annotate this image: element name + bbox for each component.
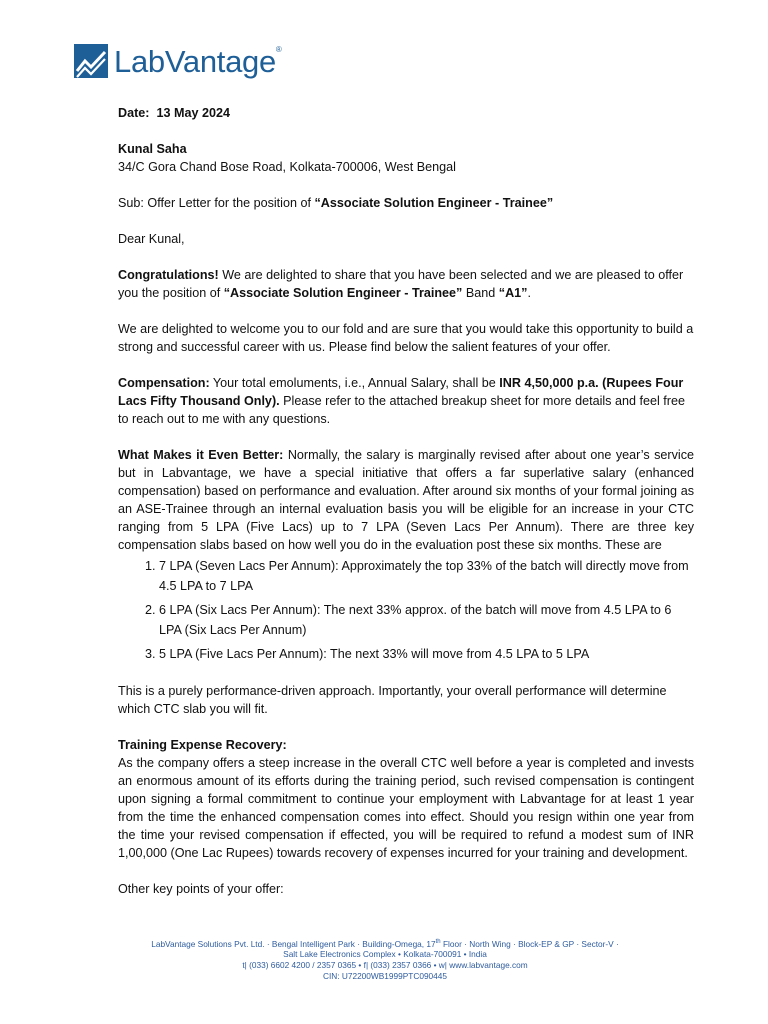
compensation-paragraph: Compensation: Your total emoluments, i.e., Annual Salary, shall be INR 4,50,000 p.a. (Rupees Four Lacs Fifty Thousand Only). Please refer to the attached breakup sheet for more details and feel free to reach out to me with any questions. xyxy=(118,376,685,426)
list-item: 1. 7 LPA (Seven Lacs Per Annum): Approximately the top 33% of the batch will directly move from 4.5 LPA to 7 LPA xyxy=(159,556,694,596)
training-section: Training Expense Recovery: As the company offers a steep increase in the overall CTC well before a year is completed and invests an enormous amount of its efforts during the training period, such revised compensation is contingent upon signing a formal commitment to continue your employment with Labvantage for at least 1 year from the time the enhanced compensation comes into effect. Should you resign within one year from the time your revised compensation if effected, you will be required to refund a modest sum of INR 1,00,000 (One Lac Rupees) towards recovery of expenses incurred for your training and development. xyxy=(118,738,694,860)
salutation: Dear Kunal, xyxy=(118,232,185,246)
better-paragraph: What Makes it Even Better: Normally, the salary is marginally revised after about one year’s service but in Labvantage, we have a special initiative that offers a far superlative salary (enhanced compensation) based on performance and evaluation. After around six months of your formal joining as an ASE-Trainee through an internal evaluation basis you will be eligible for an increase in your CTC ranging from 5 LPA (Five Lacs) up to 7 LPA (Seven Lacs Per Annum). There are three key compensation slabs based on how well you do in the evaluation post these six months. These are xyxy=(118,448,694,552)
training-heading: Training Expense Recovery: xyxy=(118,738,287,752)
list-item: 2. 6 LPA (Six Lacs Per Annum): The next 33% approx. of the batch will move from 4.5 LPA to 6 LPA (Six Lacs Per Annum) xyxy=(159,600,694,640)
other-points-line: Other key points of your offer: xyxy=(118,882,284,896)
welcome-paragraph: We are delighted to welcome you to our fold and are sure that you would take this opportunity to build a strong and successful career with us. Please find below the salient features of your offer. xyxy=(118,322,694,354)
recipient-name: Kunal Saha xyxy=(118,142,187,156)
letter-footer xyxy=(80,937,690,981)
letter-body xyxy=(118,104,694,916)
date-line: Date: 13 May 2024 xyxy=(118,106,231,120)
footer-contact: t| (033) 6602 4200 / 2357 0365 • f| (033) 2357 0366 • w| www.labvantage.com xyxy=(242,959,528,970)
company-logo xyxy=(74,44,282,78)
footer-line: Salt Lake Electronics Complex • Kolkata-700091 • India xyxy=(283,949,487,960)
subject-line: Sub: Offer Letter for the position of “Associate Solution Engineer - Trainee” xyxy=(118,196,554,210)
recipient-address: 34/C Gora Chand Bose Road, Kolkata-700006, West Bengal xyxy=(118,160,456,174)
congratulations-paragraph: Congratulations! We are delighted to share that you have been selected and we are pleased to offer you the position of “Associate Solution Engineer - Trainee” Band “A1”. xyxy=(118,268,684,300)
performance-paragraph: This is a purely performance-driven approach. Importantly, your overall performance will determine which CTC slab you will fit. xyxy=(118,684,667,716)
footer-line: LabVantage Solutions Pvt. Ltd. · Bengal Intelligent Park · Building-Omega, 17th Floor · North Wing · Block-EP & GP · Sector-V · xyxy=(151,938,619,949)
recipient-block xyxy=(118,140,694,176)
logo-wordmark: LabVantage® xyxy=(114,43,282,79)
labvantage-logo-icon xyxy=(74,44,108,78)
list-item: 3. 5 LPA (Five Lacs Per Annum): The next 33% will move from 4.5 LPA to 5 LPA xyxy=(159,644,694,664)
compensation-slabs-list xyxy=(118,556,694,664)
footer-cin: CIN: U72200WB1999PTC090445 xyxy=(322,970,448,981)
